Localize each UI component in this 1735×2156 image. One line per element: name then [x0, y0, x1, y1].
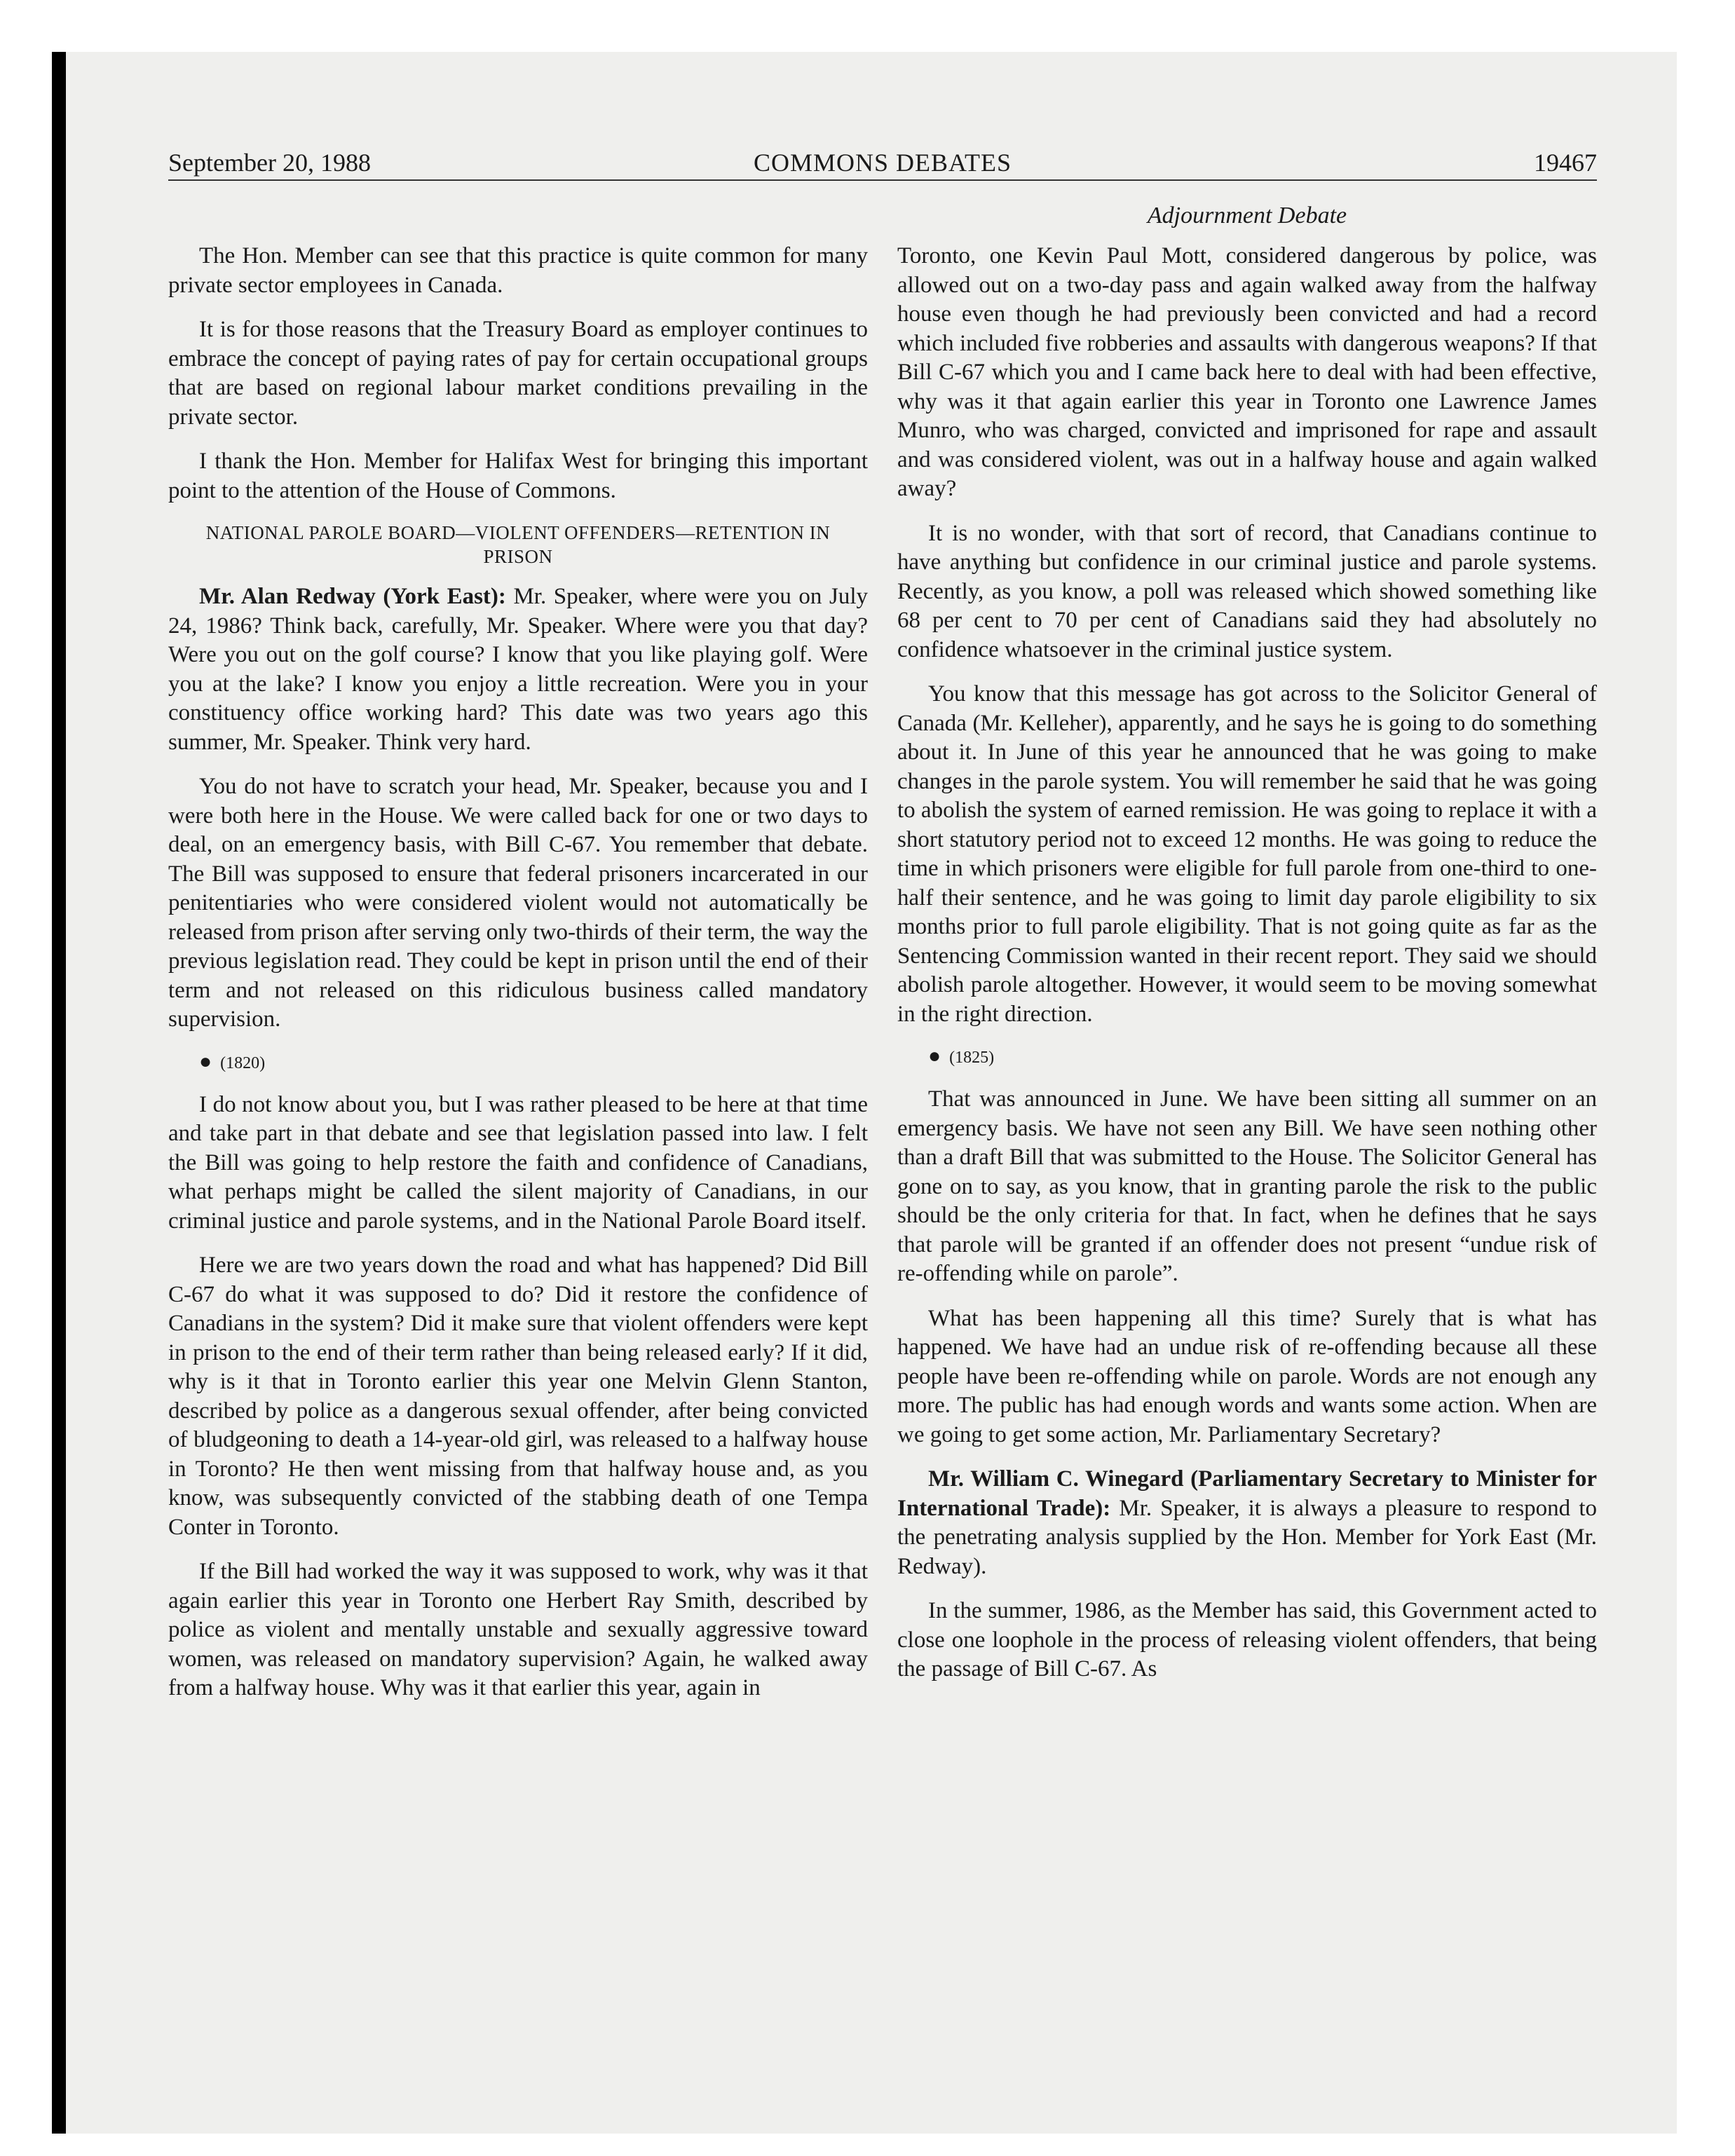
paragraph: In the summer, 1986, as the Member has said, this Government acted to close one loophole in the process of releasing violent offenders, that being the passage of Bill C-67. As	[897, 1598, 1597, 1681]
speech-text: Mr. Speaker, it is always a pleasure to respond to the penetrating analysis supplied by the Hon. Member for York East (Mr. Redway).	[897, 1495, 1597, 1579]
time-marker	[168, 1050, 868, 1075]
time-stamp: (1820)	[220, 1053, 266, 1072]
debate-heading: NATIONAL PAROLE BOARD—VIOLENT OFFENDERS—RETENTION IN PRISON	[205, 522, 831, 567]
header-date: September 20, 1988	[168, 149, 371, 177]
paragraph: If the Bill had worked the way it was supposed to work, why was it that again earlier this year in Toronto one Herbert Ray Smith, described by police as violent and mentally unstable and sexually aggressive toward women, was released on mandatory supervision? Again, he walked away from a halfway house. Why was it that earlier this year, again in	[168, 1559, 868, 1700]
bullet-icon: ●	[199, 1049, 212, 1073]
paragraph: Toronto, one Kevin Paul Mott, considered dangerous by police, was allowed out on a two-day pass and again walked away from the halfway house even though he had previously been convicted and had a record which included five robberies and assaults with dangerous weapons? If that Bill C-67 which you and I came back here to deal with had been effective, why was it that again earlier this year in Toronto one Lawrence James Munro, who was charged, convicted and imprisoned for rape and assault and was considered violent, was out in a halfway house and again walked away?	[897, 243, 1597, 501]
left-column	[168, 242, 868, 1719]
paragraph: That was announced in June. We have been sitting all summer on an emergency basis. We have not seen any Bill. We have seen nothing other than a draft Bill that was submitted to the House. The Solicitor General has gone on to say, as you know, that in granting parole the risk to the public should be the only criteria for that. In fact, when he defines that he says that parole will be granted if an offender does not present “undue risk of re-offending while on parole”.	[897, 1086, 1597, 1286]
right-column	[897, 242, 1597, 1700]
speech-paragraph	[168, 582, 868, 757]
scan-binding-edge	[52, 52, 66, 2134]
speech-paragraph	[897, 1465, 1597, 1581]
speech-text: Mr. Speaker, where were you on July 24, 1986? Think back, carefully, Mr. Speaker. Where were you that day? Were you out on the golf course? I know that you like playing golf. Were you at the lake? I know you enjoy a little recreation. Were you in your constituency office working hard? This date was two years ago this summer, Mr. Speaker. Think very hard.	[168, 584, 868, 755]
paragraph: It is no wonder, with that sort of record, that Canadians continue to have anything but confidence in our criminal justice and parole systems. Recently, as you know, a poll was released which showed something like 68 per cent to 70 per cent of Canadians said they had absolutely no confidence whatsoever in the criminal justice system.	[897, 520, 1597, 662]
paragraph: What has been happening all this time? Surely that is what has happened. We have had an undue risk of re-offending because all these people have been re-offending while on parole. Words are not enough any more. The public has had enough words and wants some action. When are we going to get some action, Mr. Parliamentary Secretary?	[897, 1305, 1597, 1447]
paragraph: You know that this message has got across to the Solicitor General of Canada (Mr. Kelleher), apparently, and he says he is going to do something about it. In June of this year he announced that he was going to make changes in the parole system. You will remember he said that he was going to abolish the system of earned remission. He was going to replace it with a short statutory period not to exceed 12 months. He was going to reduce the time in which prisoners were eligible for full parole from one-third to one-half their sentence, and he was going to limit day parole eligibility to six months prior to full parole eligibility. That is not going quite as far as the Sentencing Commission wanted in their recent report. They said we should abolish parole altogether. However, it would seem to be moving somewhat in the right direction.	[897, 681, 1598, 1027]
paragraph: The Hon. Member can see that this practice is quite common for many private sector employees in Canada.	[168, 243, 868, 298]
speaker-name: Mr. William C. Winegard (Parliamentary Secretary to Minister for International Trade):	[897, 1466, 1597, 1521]
section-title: Adjournment Debate	[1147, 203, 1347, 228]
speaker-name: Mr. Alan Redway (York East):	[199, 584, 506, 609]
paragraph: It is for those reasons that the Treasury Board as employer continues to embrace the concept of paying rates of pay for certain occupational groups that are based on regional labour market conditions prevailing in the private sector.	[168, 317, 868, 430]
paragraph: Here we are two years down the road and what has happened? Did Bill C-67 do what it was supposed to do? Did it restore the confidence of Canadians in the system? Did it make sure that violent offenders were kept in prison to the end of their term rather than being released early? If it did, why is it that in Toronto earlier this year one Melvin Glenn Stanton, described by police as a dangerous sexual offender, after being convicted of bludgeoning to death a 14-year-old girl, was released to a halfway house in Toronto? He then went missing from that halfway house and, as you know, was subsequently convicted of the stabbing death of one Tempa Conter in Toronto.	[168, 1253, 868, 1540]
paragraph: You do not have to scratch your head, Mr. Speaker, because you and I were both here in the House. We were called back for one or two days to deal, on an emergency basis, with Bill C-67. You remember that debate. The Bill was supposed to ensure that federal prisoners incarcerated in our penitentiaries who were considered violent would not automatically be released from prison after serving only two-thirds of their term, the way the previous legislation read. They could be kept in prison until the end of their term and not released on this ridiculous business called mandatory supervision.	[168, 774, 868, 1032]
running-header	[168, 146, 1597, 181]
header-journal-title: COMMONS DEBATES	[753, 149, 1012, 177]
paragraph: I thank the Hon. Member for Halifax West for bringing this important point to the attention of the House of Commons.	[168, 449, 868, 503]
bullet-icon: ●	[928, 1044, 941, 1067]
time-stamp: (1825)	[949, 1049, 995, 1067]
paragraph: I do not know about you, but I was rather pleased to be here at that time and take part in that debate and see that legislation passed into law. I felt the Bill was going to help restore the faith and confidence of Canadians, what perhaps might be called the silent majority of Canadians, in our criminal justice and parole systems, and in the National Parole Board itself.	[168, 1091, 868, 1234]
time-marker	[897, 1044, 1597, 1070]
header-page-number: 19467	[1534, 149, 1597, 177]
